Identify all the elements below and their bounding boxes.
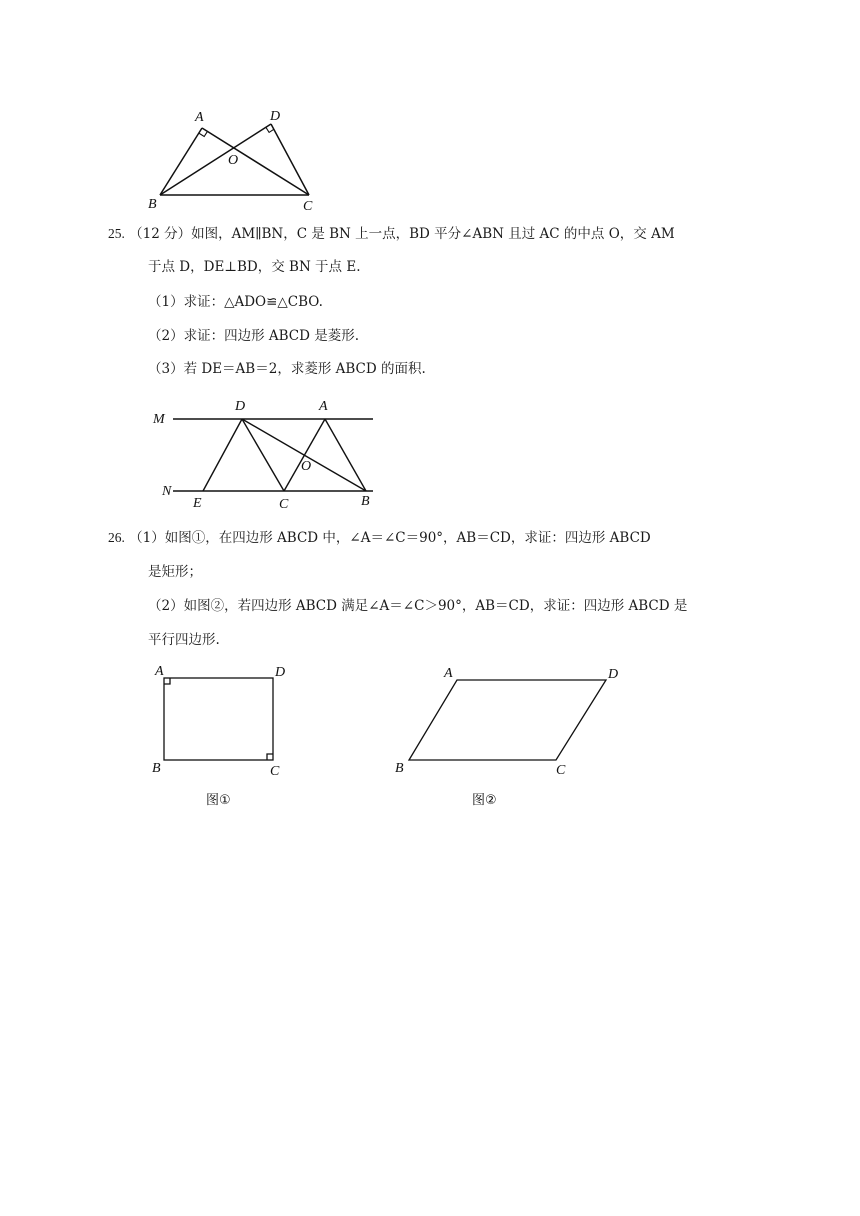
label-d: D xyxy=(608,667,619,682)
q26-line4: 平行四边形. xyxy=(148,632,220,648)
label-d: D xyxy=(275,665,286,680)
label-o: O xyxy=(301,459,312,474)
label-d: D xyxy=(235,399,246,414)
label-m: M xyxy=(153,412,165,427)
q26-line2: 是矩形； xyxy=(148,564,202,580)
q25-diagram xyxy=(145,392,385,514)
label-a: A xyxy=(195,110,204,125)
q26-line1 xyxy=(108,528,651,548)
q26-line1-text: （1）如图①，在四边形 ABCD 中，∠A＝∠C＝90°，AB＝CD，求证：四边形 ABCD xyxy=(129,530,651,546)
label-e: E xyxy=(193,496,202,511)
right-angle-mark-a xyxy=(164,678,170,684)
q25-part1: （1）求证：△ADO≌△CBO. xyxy=(148,294,323,310)
label-o: O xyxy=(228,153,239,168)
label-d: D xyxy=(270,109,281,124)
q25-line1-text: （12 分）如图， xyxy=(129,226,232,242)
q26-figure-1 xyxy=(146,660,306,810)
q25-line1-math: AM∥BN，C 是 BN 上一点，BD 平分∠ABN 且过 AC 的中点 O，交 AM xyxy=(231,226,675,242)
label-a: A xyxy=(155,664,164,679)
parallelogram-abcd xyxy=(409,680,606,760)
rectangle-abcd xyxy=(164,678,273,760)
label-a: A xyxy=(319,399,328,414)
segment-dc xyxy=(271,124,309,195)
figure-1-caption: 图① xyxy=(206,793,231,808)
figure-2-caption: 图② xyxy=(472,793,497,808)
label-b: B xyxy=(395,761,404,776)
q25-part2: （2）求证：四边形 ABCD 是菱形. xyxy=(148,328,360,344)
q24-diagram xyxy=(140,104,320,214)
q26-figure-2 xyxy=(390,660,630,810)
rectangle-diagram xyxy=(146,660,306,810)
segment-bd xyxy=(160,124,271,195)
q25-part3: （3）若 DE＝AB＝2，求菱形 ABCD 的面积. xyxy=(148,361,426,377)
label-a: A xyxy=(444,666,453,681)
segment-ab xyxy=(325,419,366,491)
segment-ac xyxy=(202,128,309,195)
label-c: C xyxy=(270,764,280,779)
parallelogram-diagram xyxy=(390,660,630,810)
label-b: B xyxy=(361,494,370,509)
right-angle-mark-c xyxy=(267,754,273,760)
label-n: N xyxy=(162,484,172,499)
label-c: C xyxy=(556,763,566,778)
q25-line1 xyxy=(108,224,675,244)
segment-ac xyxy=(284,419,325,491)
label-b: B xyxy=(152,761,161,776)
label-c: C xyxy=(303,199,313,214)
segment-dc xyxy=(242,419,284,491)
label-b: B xyxy=(148,197,157,212)
q25-figure xyxy=(145,392,385,514)
segment-ba xyxy=(160,128,202,195)
q26-line3: （2）如图②，若四边形 ABCD 满足∠A＝∠C＞90°，AB＝CD，求证：四边形 ABCD 是 xyxy=(148,598,688,614)
q24-figure xyxy=(140,104,320,214)
q25-number: 25. xyxy=(108,226,125,241)
label-c: C xyxy=(279,497,289,512)
q25-line2: 于点 D，DE⊥BD，交 BN 于点 E. xyxy=(148,259,361,275)
q26-number: 26. xyxy=(108,530,125,545)
segment-de xyxy=(203,419,242,491)
